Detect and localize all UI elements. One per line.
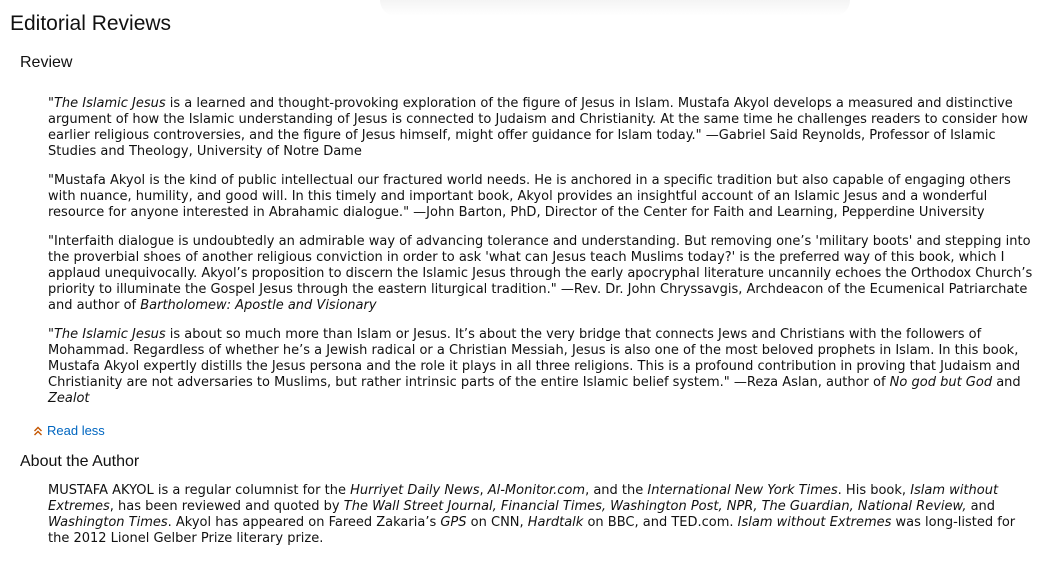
text-segment: " xyxy=(48,327,54,342)
text-segment: "Mustafa Akyol is the kind of public intellectual our fractured world needs. He is anchored in a specific tradition but also capable of engaging others with nuance, humility, and good will. In this timely and important book, Akyol provides an insightful account of an Islamic Jesus and a wonderful resource for anyone interested in Abrahamic dialogue." —John Barton, PhD, Director of the Center for Faith and Learning, Pepperdine University xyxy=(48,173,1011,220)
italic-title: Hardtalk xyxy=(527,515,584,530)
text-segment: on CNN, xyxy=(466,515,528,530)
italic-title: Washington Times xyxy=(48,515,168,530)
text-segment: on BBC, and TED.com. xyxy=(583,515,738,530)
author-body xyxy=(48,483,1038,560)
review-body xyxy=(48,96,1038,420)
review-quote xyxy=(48,173,1038,221)
italic-title: No god but God xyxy=(889,375,993,390)
text-segment: " xyxy=(48,96,54,111)
about-author-heading: About the Author xyxy=(20,453,140,470)
italic-title: Bartholomew: Apostle and Visionary xyxy=(140,298,377,313)
text-segment: is a learned and thought-provoking exploration of the figure of Jesus in Islam. Mustafa Akyol develops a measured and distinctive argument of how the Islamic understanding of Jesus is connected to Judaism and Christianity. At the same time he challenges readers to consider how earlier religious controversies, and the figure of Jesus himself, might offer guidance for Islam today." —Gabriel Said Reynolds, Professor of Islamic Studies and Theology, University of Notre Dame xyxy=(48,96,1029,159)
text-segment: MUSTAFA AKYOL is a regular columnist for the xyxy=(48,483,351,498)
read-less-link[interactable] xyxy=(33,423,105,439)
italic-title: Al-Monitor.com xyxy=(487,483,586,498)
page-title: Editorial Reviews xyxy=(10,12,172,35)
review-quote xyxy=(48,96,1038,160)
review-heading: Review xyxy=(20,54,73,71)
italic-title: Islam without Extremes xyxy=(48,483,999,514)
text-segment: . Akyol has appeared on Fareed Zakaria’s xyxy=(167,515,441,530)
italic-title: The Wall Street Journal, Financial Times, Washington Post, NPR, The Guardian, National Review, xyxy=(343,499,967,514)
text-segment: "Interfaith dialogue is undoubtedly an admirable way of advancing tolerance and understanding. But removing one’s 'military boots' and stepping into the proverbial shoes of another religious conviction in order to ask 'what can Jesus teach Muslims today?' is the preferred way of this book, which I applaud unequivocally. Akyol’s proposition to discern the Islamic Jesus through the early apocryphal literature uncannily echoes the Orthodox Church’s priority to illuminate the Gospel Jesus through the eastern liturgical tradition." —Rev. Dr. John Chryssavgis, Archdeacon of the Ecumenical Patriarchate and author of xyxy=(48,234,1033,313)
text-segment: , and the xyxy=(585,483,648,498)
review-quote xyxy=(48,327,1038,407)
text-segment: was long-listed for the 2012 Lionel Gelber Prize literary prize. xyxy=(48,515,1016,546)
italic-title: Hurriyet Daily News xyxy=(350,483,480,498)
text-segment: , has been reviewed and quoted by xyxy=(109,499,344,514)
italic-title: International New York Times xyxy=(647,483,838,498)
text-segment: is about so much more than Islam or Jesus. It’s about the very bridge that connects Jews and Christians with the followers of Mohammad. Regardless of whether he’s a Jewish radical or a Christian Messiah, Jesus is also one of the most beloved prophets in Islam. In this book, Mustafa Akyol expertly distills the Jesus persona and the role it plays in all three religions. This is a profound contribution in proving that Judaism and Christianity are not adversaries to Muslims, but rather intrinsic parts of the entire Islamic belief system." —Reza Aslan, author of xyxy=(48,327,1021,390)
italic-title: The Islamic Jesus xyxy=(53,327,166,342)
italic-title: GPS xyxy=(440,515,467,530)
review-quote xyxy=(48,234,1038,314)
top-shadow xyxy=(380,0,850,16)
text-segment: and xyxy=(992,375,1021,390)
italic-title: Islam without Extremes xyxy=(737,515,892,530)
text-segment: , xyxy=(479,483,488,498)
double-chevron-up-icon xyxy=(33,425,43,437)
read-less-label[interactable]: Read less xyxy=(47,423,105,438)
text-segment: and xyxy=(966,499,996,514)
italic-title: The Islamic Jesus xyxy=(53,96,166,111)
author-bio xyxy=(48,483,1038,547)
italic-title: Zealot xyxy=(48,391,90,406)
text-segment: . His book, xyxy=(837,483,911,498)
